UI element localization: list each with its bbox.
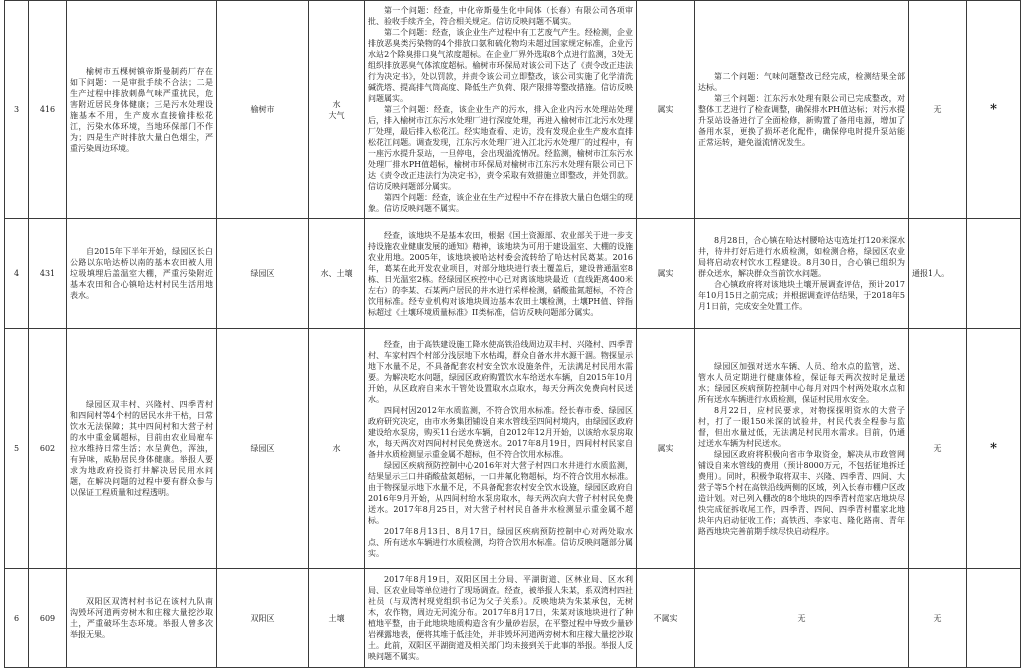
investigation-findings bbox=[365, 1, 637, 219]
accountability: 通报1人。 bbox=[909, 219, 967, 329]
finding-paragraph: 第四个问题：经查，该企业在生产过程中不存在排放大量白色烟尘的现象。信访反映问题不属实。 bbox=[368, 193, 633, 213]
investigation-findings bbox=[365, 329, 637, 569]
pollution-type: 水 bbox=[309, 329, 365, 569]
mark-star bbox=[967, 569, 1021, 668]
row-number: 3 bbox=[5, 1, 29, 219]
pollution-type: 水、土壤 bbox=[309, 219, 365, 329]
complaint-table bbox=[4, 0, 1021, 668]
mark-star bbox=[967, 219, 1021, 329]
mark-star: * bbox=[967, 329, 1021, 569]
rectification-actions bbox=[695, 329, 909, 569]
finding-paragraph: 第一个问题：经查，中化帝斯曼生化中间体（长春）有限公司各项审批、验收手续齐全，符合相关规定。信访反映问题不属实。 bbox=[368, 6, 633, 26]
pollution-type bbox=[309, 1, 365, 219]
action-paragraph: 绿园区加强对送水车辆、人员、给水点的监管，送、管水人员定期进行健康体检，保证每天两次按时足量送水；绿园区疾病预防控制中心每月对四个村两处取水点和所有送水车辆进行水质检测，保证村民用水安全。 bbox=[698, 361, 905, 404]
investigation-findings bbox=[365, 219, 637, 329]
administrative-area: 绿园区 bbox=[217, 329, 309, 569]
table-row bbox=[5, 329, 1021, 569]
verdict: 不属实 bbox=[637, 569, 695, 668]
finding-paragraph: 2017年8月13日、8月17日，绿园区疾病预防控制中心对两处取水点、所有送水车辆进行水质检测，均符合饮用水标准。信访反映问题部分属实。 bbox=[368, 526, 633, 558]
rectification-actions bbox=[695, 1, 909, 219]
finding-paragraph: 2017年8月19日，双阳区国土分局、平湖街道、区林业局、区水利局、区农业局等单位进行了现场调查。经查，被举报人朱某，系双湾村四社社员（与双湾村现党组织书记为父子关系）。反映地块为朱某承包，无树木，农作物，周边无河流分布。2017年8月17日，朱某对该地块进行了种植地平整，由于此地块地质构造含有少量砂岩层，在平整过程中导致少量砂岩裸露地表，便将其堆于低洼处，并非毁坏河道两旁树木和庄稼大量挖沙取土。此前，双阳区平湖街道及相关部门均未接到关于此事的举报。举报人反映问题不属实。 bbox=[368, 575, 633, 661]
administrative-area: 双阳区 bbox=[217, 569, 309, 668]
finding-paragraph: 第二个问题：经查，该企业生产过程中有工艺废气产生。经检测，企业排放恶臭类污染物的4个排放口氨和硫化物均未超过国家规定标准，企业污水站2个除臭排口臭气浓度超标。在企业厂界外选取8个点进行监测，3处无组织排放恶臭气体浓度超标。榆树市环保局对该公司下达了《责令改正违法行为决定书》，处以罚款，并责令该公司立即整改，该公司实施了化学清洗碱洗塔、提高排气筒高度、降低生产负荷、限产限排等整改措施。信访反映问题属实。 bbox=[368, 28, 633, 103]
table-row bbox=[5, 219, 1021, 329]
action-paragraph: 绿园区政府将积极向省市争取资金，解决从市政管网铺设自来水管线的费用（预计8000万元，不包括征地拆迁费用）。同时，积极争取将双丰、兴隆、四季青、四间、大营子等5个村在高铁沿线两侧的区域，列入长春市棚户区改造计划。对已列入棚改的8个地块的四季青村范家店地块尽快完成征拆收尾工作，四季青、四间、四季青村瞿家北地块年内启动征收工作；高铁西、李家屯、隆化路南、青年路西地块完善前期手续尽快启动程序。 bbox=[698, 449, 905, 536]
pollution-type-water: 水 bbox=[332, 99, 341, 109]
accountability: 无 bbox=[909, 569, 967, 668]
finding-paragraph: 经查，由于高铁建设施工降水使高铁沿线周边双丰村、兴隆村、四季青村、车家村四个村部分浅层地下水枯竭，群众自备水井水源干涸。物探显示地下水量不足，不具备配套农村安全饮水设施条件，无法满足村民用水需要。为解决吃水问题，绿园区政府购置饮水车给送水车辆，自2015年10月开始，从区政府自来水干管处设置取水点取水，每天分两次免费向村民送水。 bbox=[368, 339, 633, 404]
table-row bbox=[5, 1, 1021, 219]
complaint-summary: 自2015年下半年开始，绿园区长白公路以东哈达桥以南的基本农田被人用垃圾填埋后盖温室大棚，严重污染附近基本农田和合心镇哈达村村民生活用地表水。 bbox=[67, 219, 217, 329]
complaint-summary: 榆树市五棵树镇帝斯曼制药厂存在如下问题：一是审批手续不合法；二是生产过程中排放刺鼻气味严重扰民，危害附近居民身体健康；三是污水处理设施基本不用，生产废水直接偷排松花江，污染水体环境，当地环保部门不作为；四是生产时排放大量白色烟尘，严重污染周边环境。 bbox=[67, 1, 217, 219]
mark-star: * bbox=[967, 1, 1021, 219]
case-id: 416 bbox=[29, 1, 67, 219]
row-number: 4 bbox=[5, 219, 29, 329]
action-paragraph: 8月28日，合心镇在哈达村腰哈达屯选址打120米深水井，待井打好后进行水质检测，如检测合格，绿园区农业局将启动农村饮水工程建设。8月30日，合心镇已组织为群众送水，解决群众当前饮水问题。 bbox=[698, 236, 905, 278]
verdict: 属实 bbox=[637, 219, 695, 329]
rectification-actions: 无 bbox=[695, 569, 909, 668]
investigation-findings bbox=[365, 569, 637, 668]
case-id: 431 bbox=[29, 219, 67, 329]
pollution-type: 土壤 bbox=[309, 569, 365, 668]
finding-paragraph: 绿园区疾病预防控制中心2016年对大营子村四口水井进行水质监测，结果显示三口井硝酸盐氮超标，一口井氟化物超标，均不符合饮用水标准。由于物探显示地下水量不足，不具备配套农村安全饮水设施，绿园区政府自2016年9月开始，从四间村给水泵房取水，每天两次向大营子村村民免费送水。2017年8月25日，对大营子村村民自备井水检测显示重金属不超标。 bbox=[368, 460, 633, 525]
case-id: 609 bbox=[29, 569, 67, 668]
row-number: 6 bbox=[5, 569, 29, 668]
action-paragraph: 第二个问题：气味问题整改已经完成，检测结果全部达标。 bbox=[698, 72, 905, 92]
action-paragraph: 合心镇政府将对该地块土壤开展调查评估，预计2017年10月15日之前完成；并根据调查评估结果，于2018年5月1日前，完成安全处置工作。 bbox=[698, 280, 905, 311]
finding-paragraph: 四间村因2012年水质监测，不符合饮用水标准。经长春市委、绿园区政府研究决定，由市水务集团铺设自来水管线至四间村境内，由绿园区政府建设给水泵房，购买11台送水车辆，自2012年12月开始，以该给水泵房取水，每天两次对四间村村民免费送水。2017年8月19日，四间村村民家自备井水质检测显示重金属不超标，但不符合饮用水标准。 bbox=[368, 405, 633, 459]
pollution-type-air: 大气 bbox=[328, 110, 345, 120]
case-id: 602 bbox=[29, 329, 67, 569]
accountability: 无 bbox=[909, 329, 967, 569]
verdict: 属实 bbox=[637, 1, 695, 219]
row-number: 5 bbox=[5, 329, 29, 569]
action-paragraph: 第三个问题：江东污水处理有限公司已完成整改，对整体工艺进行了检查调整，确保排水PH值达标；对污水提升泵站设备进行了全面检修，新购置了备用电源，增加了备用水泵，更换了损坏老化配件，确保停电时提升泵站能正常运转，避免溢流情况发生。 bbox=[698, 94, 905, 147]
verdict: 属实 bbox=[637, 329, 695, 569]
finding-paragraph: 经查，该地块不是基本农田，根据《国土资源部、农业部关于进一步支持设施农业健康发展的通知》精神，该地块为可用于建设温室、大棚的设施农业用地。2005年，该地块被哈达村委会流转给了哈达村民葛某。2016年，葛某在此开发农业项目，对部分地块进行表土覆盖后，建设普通温室8栋、日光温室2栋。经绿园区疾控中心已对离该地块最近（直线距离400米左右）的李某、石某两户居民的井水进行采样检测，硝酸盐氮超标，不符合饮用标准。经专业机构对该地块周边基本农田土壤检测，土壤PH值、锌指标超过《土壤环境质量标准》II类标准，信访反映问题部分属实。 bbox=[368, 230, 633, 317]
complaint-summary: 绿园区双丰村、兴隆村、四季青村和四间村等4个村的居民水井干枯，日常饮水无法保障；其中四间村和大营子村的水中重金属超标，目前由农业局雇车拉水维持日常生活；水呈黄色，浑浊，有异味，威胁居民身体健康。举报人要求为地政府投资打井解决居民用水问题，在解决问题的过程中要有群众参与以保证工程质量和过程透明。 bbox=[67, 329, 217, 569]
administrative-area: 绿园区 bbox=[217, 219, 309, 329]
accountability: 无 bbox=[909, 1, 967, 219]
table-row bbox=[5, 569, 1021, 668]
action-paragraph: 8月22日，应村民要求，对物探探明资水的大营子村，打了一眼150米深的试验井，村民代表全程参与监督，但出水量过低，无法满足村民用水需求。目前，仍通过送水车辆为村民送水。 bbox=[698, 405, 905, 448]
administrative-area: 榆树市 bbox=[217, 1, 309, 219]
complaint-summary: 双阳区双湾村村书记在该村九队南沟毁坏河道两旁树木和庄稼大量挖沙取土，严重破坏生态环境。举报人曾多次举报无果。 bbox=[67, 569, 217, 668]
rectification-actions bbox=[695, 219, 909, 329]
finding-paragraph: 第三个问题：经查，该企业生产的污水，排入企业内污水处理站处理后，排入榆树市江东污水处理厂进行深度处理，再进入榆树市江北污水处理厂处理，最后排入松花江。经实地查看、走访，没有发现企业生产废水直排松花江问题。调查发现，江东污水处理厂进入江北污水处理厂的过程中，有一座污水提升泵站，一旦停电，会出现溢流情况。经监测，榆树市江东污水处理厂排水PH值超标，榆树市环保局对榆树市江东污水处理有限公司已下达《责令改正违法行为决定书》，责令采取有效措施立即整改，并处罚款。信访反映问题部分属实。 bbox=[368, 105, 633, 191]
